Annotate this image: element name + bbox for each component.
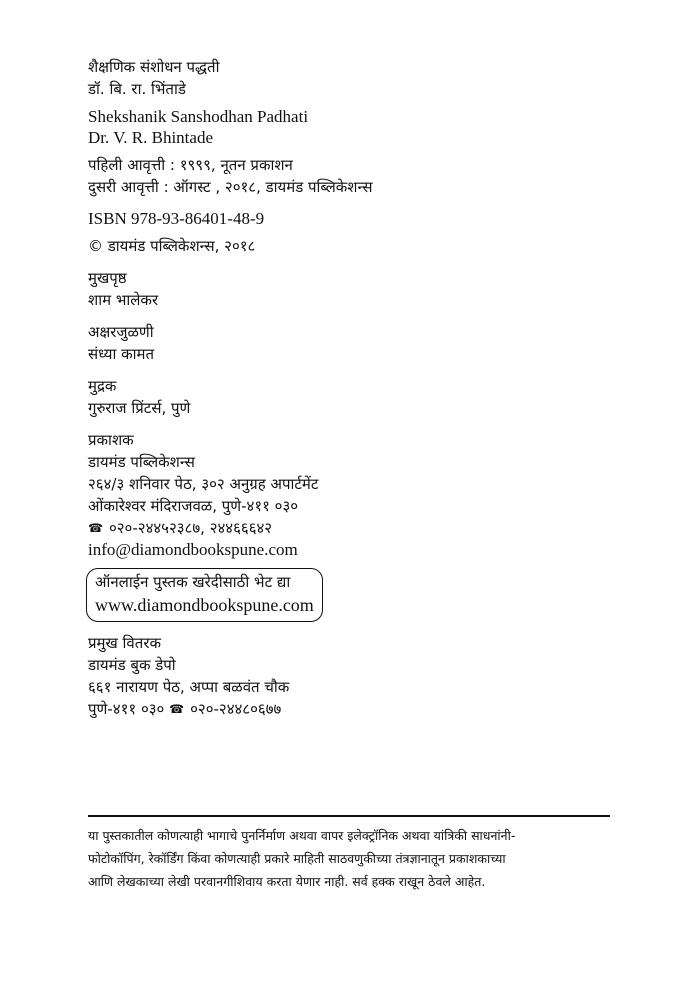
- online-purchase-box: [86, 568, 323, 622]
- imprint-page: [88, 56, 610, 720]
- printer-name: गुरुराज प्रिंटर्स, पुणे: [88, 399, 191, 417]
- publisher-address-line1: २६४/३ शनिवार पेठ, ३०२ अनुग्रह अपार्टमेंट: [88, 475, 319, 493]
- telephone-icon: ☎: [169, 702, 185, 716]
- second-edition: दुसरी आवृत्ती : ऑगस्ट , २०१८, डायमंड पब्लिकेशन्स: [88, 178, 373, 196]
- first-edition: पहिली आवृत्ती : १९९९, नूतन प्रकाशन: [88, 156, 293, 174]
- publisher-phones: ०२०-२४४५२३८७, २४४६६६४२: [108, 519, 273, 537]
- publisher-label: प्रकाशक: [88, 431, 134, 449]
- isbn: ISBN 978-93-86401-48-9: [88, 209, 265, 228]
- telephone-icon: ☎: [88, 521, 103, 535]
- author-english: Dr. V. R. Bhintade: [88, 128, 213, 147]
- distributor-city-phone: [88, 698, 610, 720]
- distributor-block: [88, 632, 610, 720]
- distributor-phone: ०२०-२४४८०६७७: [190, 700, 282, 718]
- distributor-address-line1: ६६१ नारायण पेठ, अप्पा बळवंत चौक: [88, 678, 290, 696]
- author-marathi: डॉ. बि. रा. भिंताडे: [88, 80, 186, 98]
- publisher-block: [88, 429, 610, 560]
- printer-label: मुद्रक: [88, 377, 117, 395]
- notice-line-3: आणि लेखकाच्या लेखी परवानगीशिवाय करता येणार नाही. सर्व हक्क राखून ठेवले आहेत.: [88, 874, 486, 889]
- online-purchase-text: ऑनलाईन पुस्तक खरेदीसाठी भेट द्या: [95, 573, 291, 591]
- typesetting-credit: [88, 321, 610, 365]
- publisher-name: डायमंड पब्लिकेशन्स: [88, 453, 195, 471]
- notice-line-1: या पुस्तकातील कोणत्याही भागाचे पुनर्निर्माण अथवा वापर इलेक्ट्रॉनिक अथवा यांत्रिकी साधनांनी-: [88, 828, 516, 843]
- cover-label: मुखपृष्ठ: [88, 269, 127, 287]
- typesetter-name: संध्या कामत: [88, 345, 155, 363]
- cover-artist: शाम भालेकर: [88, 291, 159, 309]
- distributor-name: डायमंड बुक डेपो: [88, 656, 176, 674]
- copyright: © डायमंड पब्लिकेशन्स, २०१८: [88, 237, 256, 255]
- notice-line-2: फोटोकॉपिंग, रेकॉर्डिंग किंवा कोणत्याही प्रकारे माहिती साठवणुकीच्या तंत्रज्ञानातून प्रकाशकाच्या: [88, 851, 506, 866]
- website-link[interactable]: www.diamondbookspune.com: [95, 595, 314, 615]
- publisher-email[interactable]: info@diamondbookspune.com: [88, 540, 298, 559]
- printer-credit: [88, 375, 610, 419]
- copyright-notice: [88, 824, 610, 893]
- cover-credit: [88, 267, 610, 311]
- book-title-english: Shekshanik Sanshodhan Padhati: [88, 107, 309, 126]
- section-divider: [88, 815, 610, 817]
- book-title-marathi: शैक्षणिक संशोधन पद्धती: [88, 58, 220, 76]
- distributor-label: प्रमुख वितरक: [88, 634, 161, 652]
- distributor-city: पुणे-४११ ०३०: [88, 700, 165, 718]
- publisher-address-line2: ओंकारेश्वर मंदिराजवळ, पुणे-४११ ०३०: [88, 497, 299, 515]
- typesetting-label: अक्षरजुळणी: [88, 323, 154, 341]
- publisher-phone-line: [88, 517, 610, 539]
